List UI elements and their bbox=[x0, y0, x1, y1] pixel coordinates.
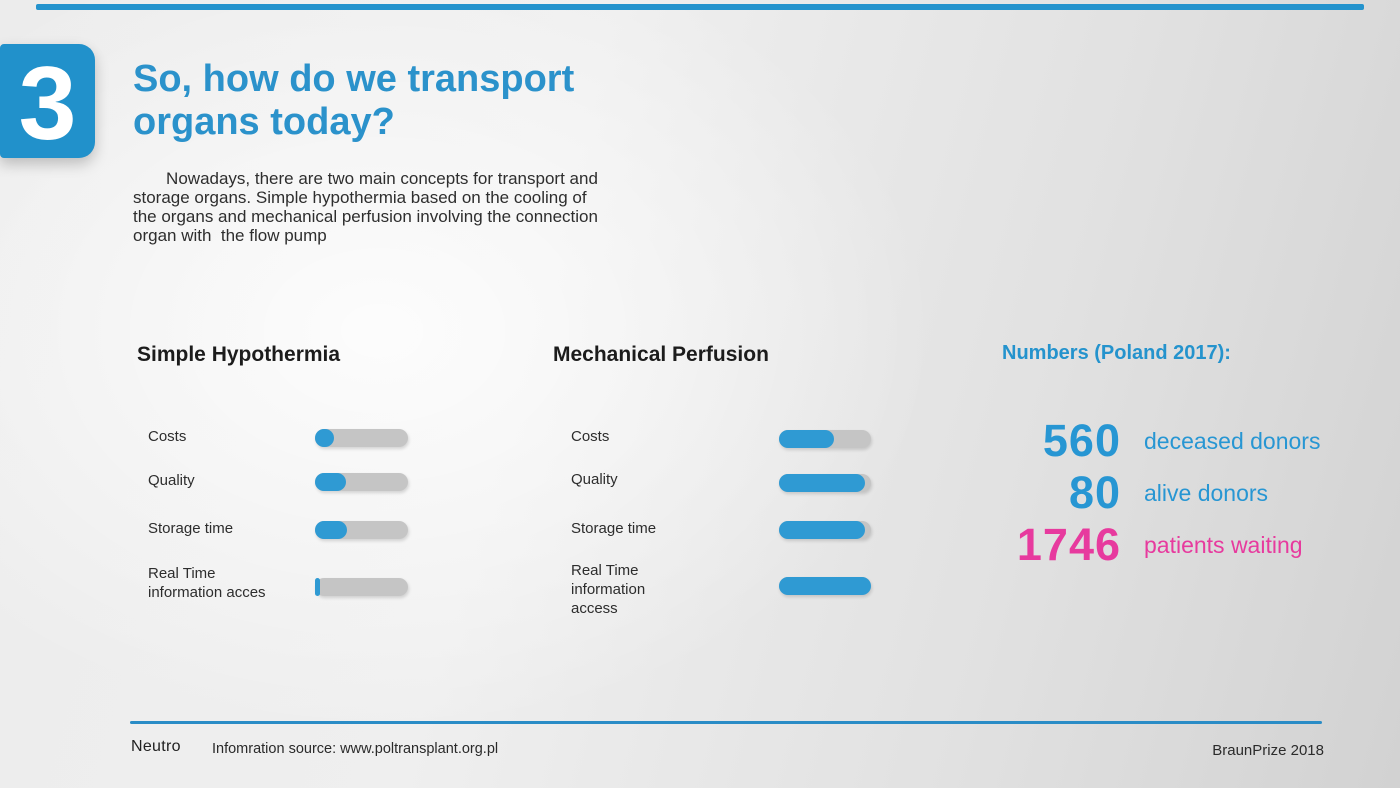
intro-line: organ with the flow pump bbox=[133, 226, 327, 245]
rating-bar-fill bbox=[315, 578, 320, 596]
rating-bar bbox=[779, 474, 871, 492]
simple-hypothermia-panel bbox=[137, 341, 467, 631]
intro-line: Nowadays, there are two main concepts for transport and bbox=[133, 169, 598, 188]
rating-bar-fill bbox=[315, 521, 347, 539]
rating-bar bbox=[779, 430, 871, 448]
rating-bar bbox=[315, 578, 408, 596]
rating-label: Costs bbox=[148, 428, 187, 445]
intro-line: the organs and mechanical perfusion involving the connection bbox=[133, 207, 598, 226]
stat-value: 80 bbox=[1068, 467, 1121, 518]
rating-bar bbox=[315, 473, 408, 491]
top-accent-bar bbox=[36, 4, 1364, 10]
numbers-panel bbox=[1000, 340, 1345, 580]
intro-paragraph bbox=[133, 169, 598, 245]
page-title-line-1: So, how do we transport bbox=[133, 58, 575, 100]
rating-label: Storage time bbox=[148, 520, 234, 537]
stat-label: alive donors bbox=[1144, 480, 1269, 506]
footer-divider bbox=[130, 721, 1322, 724]
stat-row bbox=[1000, 415, 1345, 466]
rating-label: Storage time bbox=[571, 520, 657, 537]
rating-bar-fill bbox=[779, 577, 871, 595]
slide-number: 3 bbox=[18, 46, 77, 162]
footer-brand: Neutro bbox=[131, 738, 181, 755]
mechanical-perfusion-panel bbox=[553, 341, 883, 631]
slide-number-badge bbox=[0, 44, 95, 162]
panel-title: Simple Hypothermia bbox=[137, 343, 341, 366]
rating-bar bbox=[315, 521, 408, 539]
rating-bar-fill bbox=[779, 521, 865, 539]
rating-label: Costs bbox=[571, 428, 610, 445]
rating-bar-fill bbox=[779, 474, 865, 492]
stat-value: 560 bbox=[1042, 415, 1121, 466]
footer-source: Infomration source: www.poltransplant.org.pl bbox=[212, 741, 499, 757]
rating-bar-fill bbox=[315, 473, 346, 491]
page-title-line-2: organs today? bbox=[133, 101, 395, 143]
rating-label: Quality bbox=[148, 472, 195, 489]
rating-bar-fill bbox=[779, 430, 834, 448]
panel-title: Mechanical Perfusion bbox=[553, 343, 769, 366]
intro-line: storage organs. Simple hypothermia based on the cooling of bbox=[133, 188, 587, 207]
rating-bar bbox=[315, 429, 408, 447]
page-title bbox=[133, 58, 574, 144]
rating-bar bbox=[779, 521, 871, 539]
footer-credit: BraunPrize 2018 bbox=[1212, 742, 1324, 759]
stat-row bbox=[1000, 467, 1345, 518]
rating-bar bbox=[779, 577, 871, 595]
stat-value: 1746 bbox=[1016, 519, 1121, 570]
numbers-heading: Numbers (Poland 2017): bbox=[1002, 342, 1231, 364]
rating-bar-fill bbox=[315, 429, 334, 447]
rating-label: Real Time information access bbox=[571, 562, 646, 617]
stat-label: deceased donors bbox=[1144, 428, 1321, 454]
stat-label: patients waiting bbox=[1144, 532, 1303, 558]
rating-label: Quality bbox=[571, 471, 618, 488]
rating-label: Real Time information acces bbox=[148, 565, 266, 601]
stat-row bbox=[1000, 519, 1345, 570]
